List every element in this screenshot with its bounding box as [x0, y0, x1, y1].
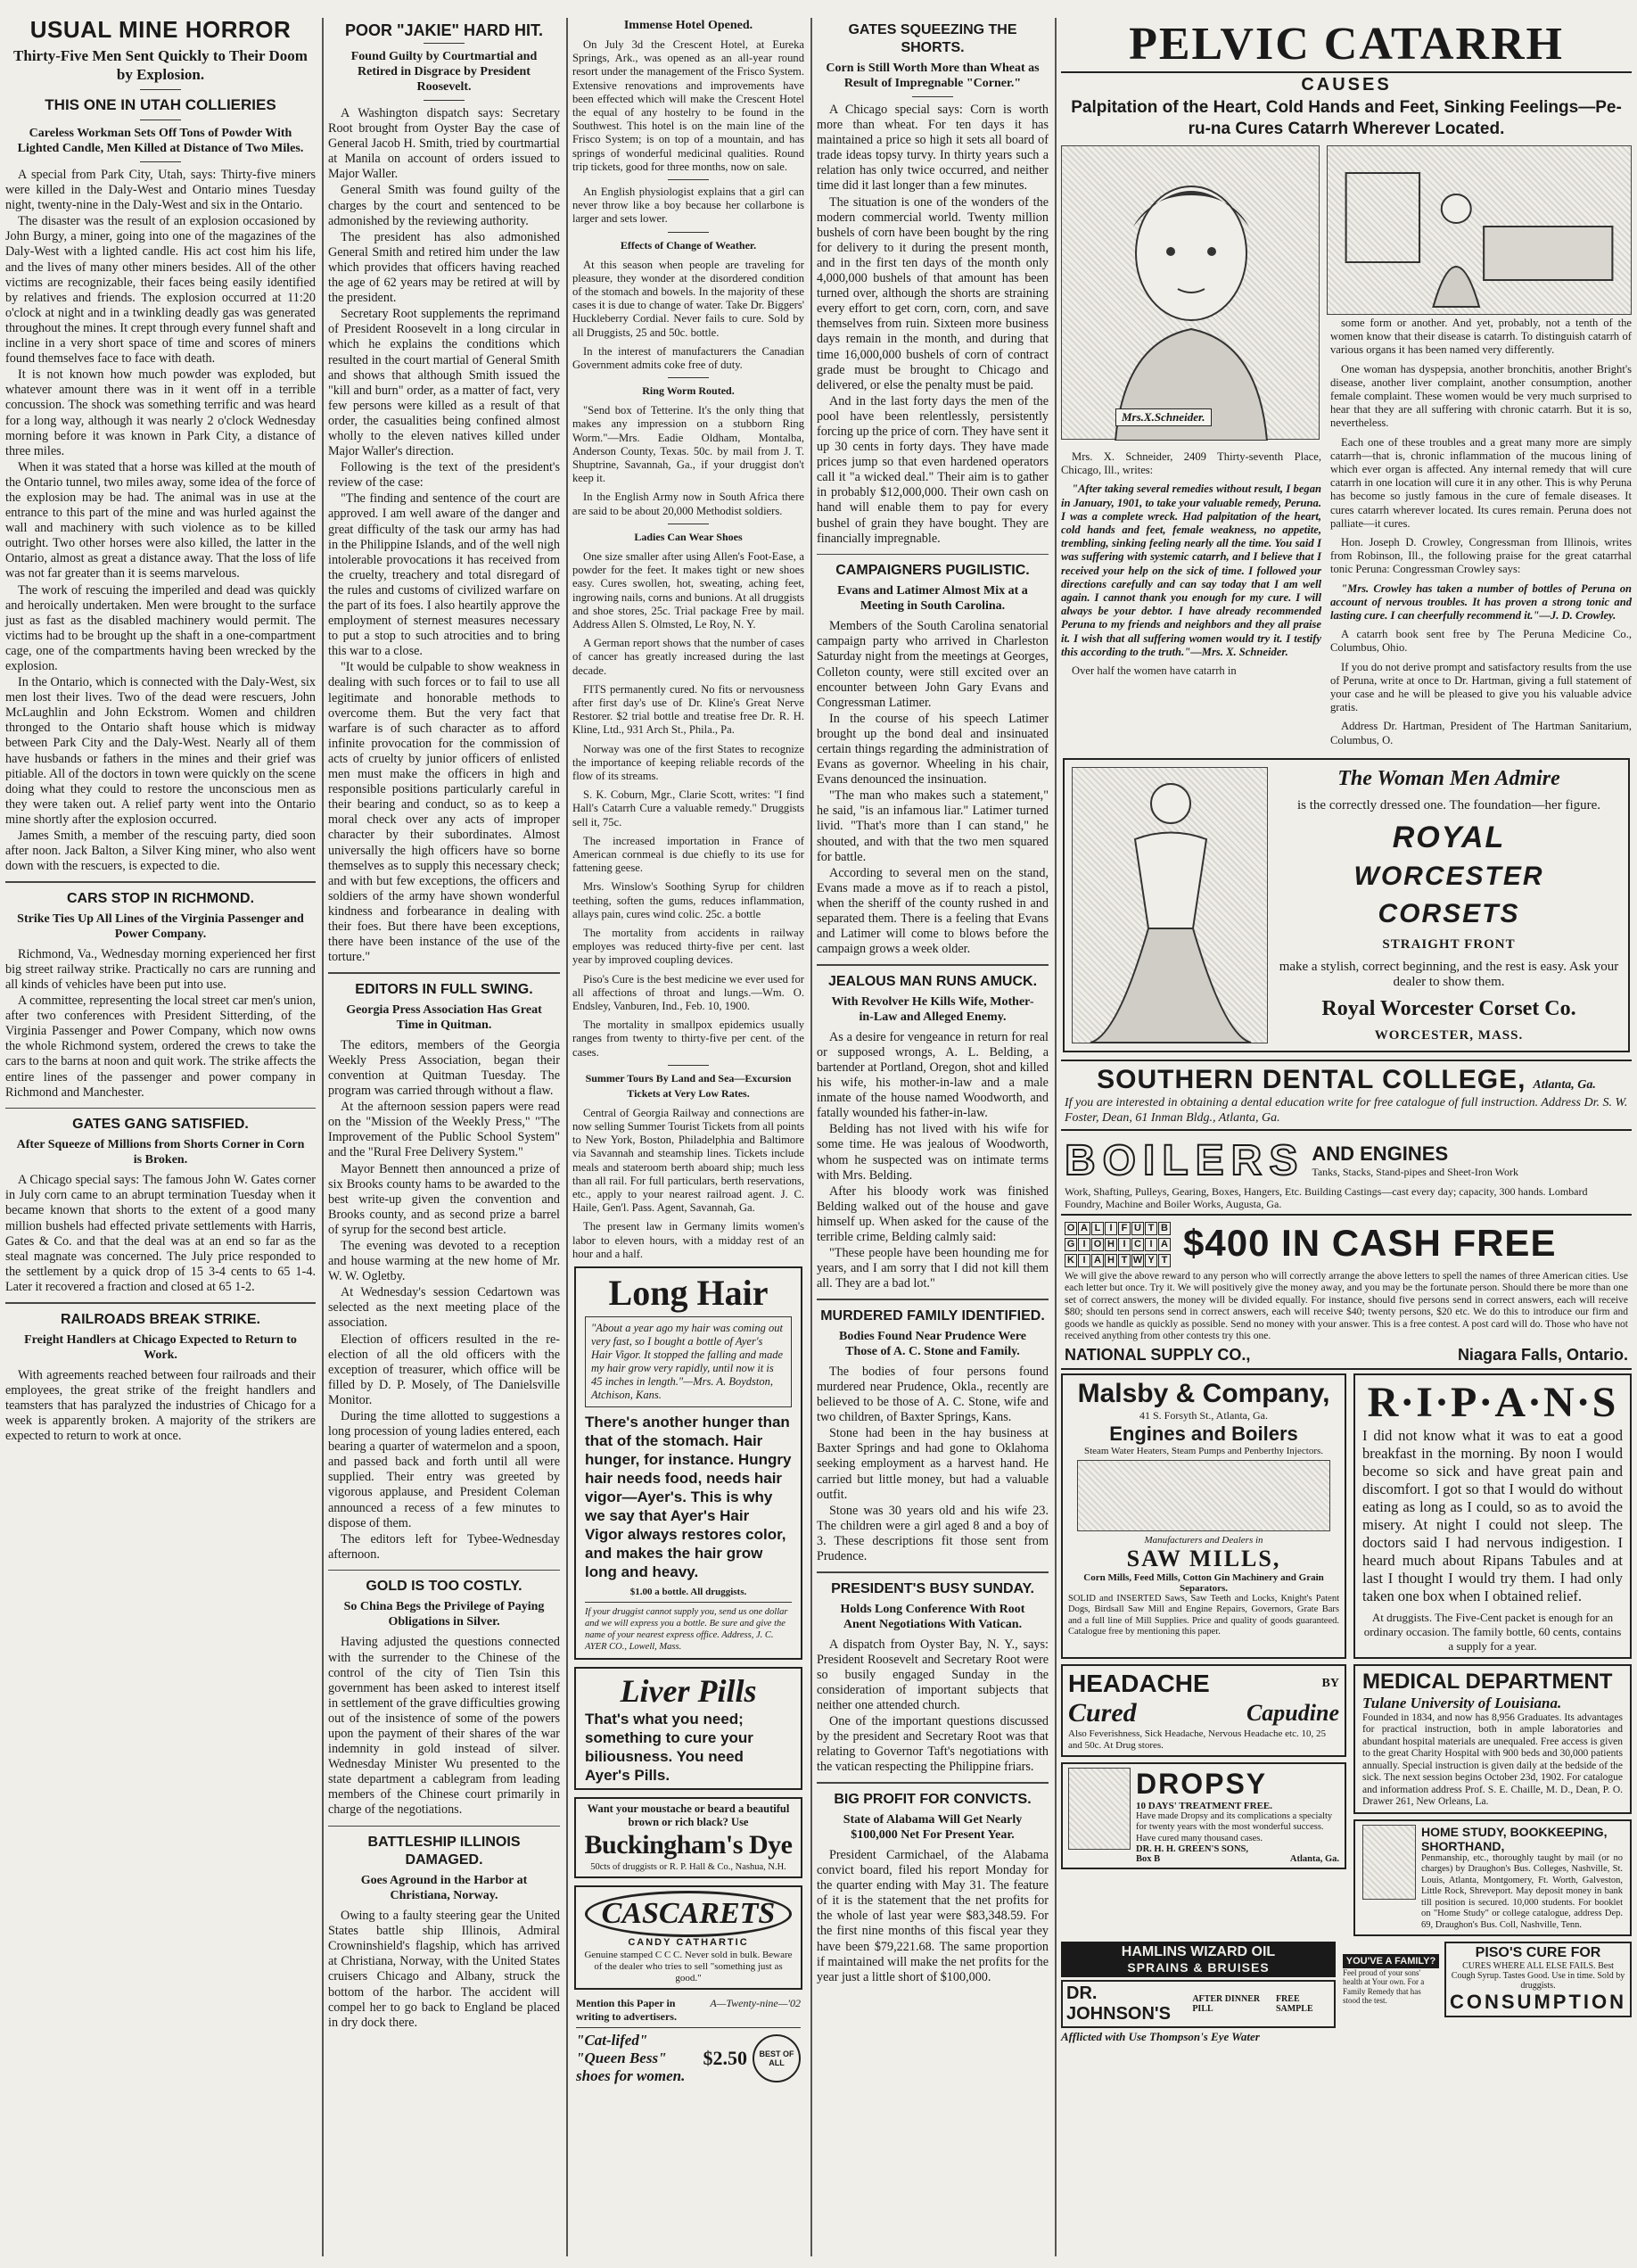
letter-row [1065, 1254, 1171, 1267]
ad-line: CURES WHERE ALL ELSE FAILS. Best Cough Syrup. Tastes Good. Use in time. Sold by druggists. [1451, 1961, 1625, 1992]
ad-right-text [1330, 317, 1632, 753]
paragraph: The editors left for Tybee-Wednesday afternoon. [328, 1531, 560, 1562]
paragraph: A Chicago special says: The famous John W. Gates corner in July corn came to an abrupt termination Tuesday when it became known that shorts to the extent of a good many million bushels had effected private settlements with Harris, Gates & Co. and that the deal was at an end so far as the steal magnate was concerned. The July price responded to the settlement by a quick drop of 15 3-4 cents to 65 1-4. Later it recovered a fraction and closed at 65 1-2. [5, 1173, 316, 1294]
ad-piso [1444, 1942, 1632, 2017]
deck: Evans and Latimer Almost Mix at a Meeting in South Carolina. [837, 584, 1028, 614]
ad-bottom: 50cts of druggists or R. P. Hall & Co., Nashua, N.H. [590, 1862, 786, 1873]
ad-home-study [1353, 1819, 1632, 1937]
ad-title: SOUTHERN DENTAL COLLEGE, [1097, 1064, 1526, 1094]
deck: State of Alabama Will Get Nearly $100,000 Net For Present Year. [843, 1812, 1023, 1842]
section-rule [817, 554, 1049, 556]
paragraph: The mortality in smallpox epidemics usually ranges from twenty to thirty-five per cent. of the cases. [572, 1019, 804, 1059]
divider [668, 377, 709, 378]
paragraph: When it was stated that a horse was killed at the mouth of the Ontario tunnel, two miles away, some idea of the force of the explosion may be had. The animal was in use at the entrance to this part of the mine and was hurled against the wall and machinery with such violence as to be killed outright. Two other horses were also killed, the latter in the Ontario, almost as great a distance away. That the loss of life was not far greater than it is seems marvelous. [5, 459, 316, 581]
ad-row-bottom [1061, 1942, 1632, 2044]
divider [668, 232, 709, 233]
paragraph: The work of rescuing the imperiled and dead was quickly and heroically undertaken. Men were brought to the surface just as fast as the disabled machinery would permit. The victims had to be brought up the shaft in a one-compartment cage, one of the compartments having been wrecked by the explosion. [5, 582, 316, 673]
column-2 [323, 18, 565, 2256]
letter-cell: A [1078, 1222, 1090, 1235]
section-rule [817, 1782, 1049, 1784]
letter-cell: G [1065, 1238, 1077, 1251]
ad-brand: CORSETS [1378, 899, 1520, 929]
cash-title-row [1065, 1219, 1628, 1267]
column-5-advertisements [1056, 18, 1637, 2256]
ad-title: HOME STUDY, BOOKKEEPING, SHORTHAND, [1421, 1824, 1608, 1853]
ad-right: Tanks, Stacks, Stand-pipes and Sheet-Iron Work [1312, 1166, 1518, 1179]
paragraph: It is not known how much powder was exploded, but whatever amount there was in it went off in a terrible concussion. The shock was something terrific and was heard for a long way, although it was nearly 2 o'clock Wednesday morning before it was known in Park City, a distance of three miles. [5, 367, 316, 458]
paragraph: Stone was 30 years old and his wife 23. The children were a girl aged 8 and a boy of 3. These descriptions fit those sent from Prudence. [817, 1503, 1049, 1563]
paragraph: In the Ontario, which is connected with the Daly-West, six men lost their lives. Two of the dead were rescuers, John McLaughlin and John Eckstrom. Women and children thronged to the Ontario shaft house which is midway between Park City and the Daly-West. Nearly all of them have husbands or fathers in the mines and their grief was pitiable. All of the doctors in town were quickly on the scene doing what they could to restore the unconscious men as they were taken out. A relief party went into the Ontario mine shortly after the explosion occurred. [5, 675, 316, 827]
deck: THIS ONE IN UTAH COLLIERIES [45, 96, 276, 113]
letter-cell: H [1105, 1238, 1117, 1251]
deck: Bodies Found Near Prudence Were Those of A. C. Stone and Family. [839, 1329, 1026, 1358]
ad-title: DROPSY [1136, 1767, 1268, 1800]
section-rule [5, 1302, 316, 1304]
paragraph: The increased importation in France of American cornmeal is due chiefly to its use for fattening geese. [572, 834, 804, 875]
paragraph: One size smaller after using Allen's Foot-Ease, a powder for the feet. It makes tight or new shoes easy. Cures swollen, hot, sweating, aching feet, ingrowing nails, corns and bunions. At all druggists and shoe stores, 25c. Trial package Free by mail. Address Allen S. Olmsted, Le Roy, N. Y. [572, 549, 804, 631]
scene-illustration-icon [1327, 145, 1632, 315]
ad-body: SOLID and INSERTED Saws, Saw Teeth and Locks, Knight's Patent Dogs, Birdsall Saw Mill and Engine Repairs, Governors, Grate Bars and a full line of Mill Supplies. Price and quality of goods guaranteed. Catalogue free by mentioning this paper. [1068, 1593, 1339, 1637]
ad-body: If you are interested in obtaining a dental education write for free catalogue of full instruction. Address Dr. S. W. Foster, Dean, 61 Inman Bldg., Atlanta, Ga. [1065, 1095, 1628, 1125]
ad-johnson [1061, 1980, 1336, 2028]
mention-text: Mention this Paper in writing to advertisers. [576, 1997, 677, 2024]
paragraph: As a desire for vengeance in return for real or supposed wrongs, A. L. Belding, a bartender at Portland, Oregon, shot and killed his wife, his mother-in-law and a male inmate of the house named Woodworth, and fatally wounded his father-in-law. [817, 1029, 1049, 1121]
ad-cash-free [1061, 1216, 1632, 1370]
paragraph: Belding has not lived with his wife for some time. He was jealous of Woodworth, whom he suspected was on intimate terms with Mrs. Belding. [817, 1122, 1049, 1183]
paragraph: General Smith was found guilty of the charges by the court and sentenced to be admonished by the reviewing authority. [328, 183, 560, 228]
headline-campaigners: CAMPAIGNERS PUGILISTIC. [835, 563, 1030, 579]
ad-body: Penmanship, etc., thoroughly taught by mail (or no charges) by Draughon's Bus. Colleges, Nashville, St. Louis, Atlanta, Montgomery, Ft. Worth, Galveston, Little Rock, Shreveport. May deposit money in bank till position is secured. 10,000 students. For booklet on "Home Study" or college catalogue, address Dep. 69, Draughon's Bus. Coll, Nashville, Tenn. [1421, 1852, 1623, 1930]
deck: Corn is Still Worth More than Wheat as Result of Impregnable "Corner." [826, 62, 1040, 90]
headline-gates-gang: GATES GANG SATISFIED. [72, 1117, 249, 1133]
section-rule [817, 964, 1049, 966]
section-rule [328, 972, 560, 974]
ad-corn: Corn Mills, Feed Mills, Cotton Gin Machinery and Grain Separators. [1083, 1571, 1324, 1594]
headache-title [1068, 1670, 1339, 1698]
column-3 [567, 18, 810, 2256]
ad-title: R·I·P·A·N·S [1367, 1378, 1618, 1426]
deck: Careless Workman Sets Off Tons of Powder With Lighted Candle, Men Killed at Distance of Two Miles. [17, 127, 304, 155]
dental-title-row [1065, 1065, 1628, 1095]
ad-title: PISO'S CURE FOR [1475, 1945, 1601, 1961]
letter-cell: L [1091, 1222, 1104, 1235]
deck: With Revolver He Kills Wife, Mother-in-Law and Alleged Enemy. [831, 994, 1034, 1024]
corset-figure-icon [1072, 767, 1268, 1043]
paragraph: A special from Park City, Utah, says: Thirty-five miners were killed in the Daly-West and Ontario mines Tuesday night, twenty-nine in the Daly-West and six in the Ontario. [5, 168, 316, 213]
section-rule [5, 881, 316, 883]
ad-paragraph: If you do not derive prompt and satisfactory results from the use of Peruna, write at once to Dr. Hartman, giving a full statement of your case and he will be pleased to give you his valuable advice gratis. [1330, 660, 1632, 714]
headline-gates-squeezing: GATES SQUEEZING THE SHORTS. [848, 22, 1017, 55]
ad-sub: CANDY CATHARTIC [628, 1937, 749, 1949]
item-heading: Effects of Change of Weather. [620, 238, 757, 252]
ad-title: HAMLINS WIZARD OIL [1121, 1944, 1276, 1960]
ad-title: CASCARETS [585, 1891, 793, 1937]
ad-note: FREE SAMPLE [1275, 1994, 1313, 2015]
headline-gold: GOLD IS TOO COSTLY. [366, 1579, 522, 1595]
ad-line: is the correctly dressed one. The foundation—her figure. [1296, 798, 1601, 813]
ad-liver-pills [574, 1667, 802, 1790]
deck: Goes Aground in the Harbor at Christiana, Norway. [360, 1874, 528, 1903]
ad-body: make a stylish, correct beginning, and the rest is easy. Ask your dealer to show them. [1279, 959, 1619, 989]
ad-tulane [1353, 1664, 1632, 1814]
paragraph: Piso's Cure is the best medicine we ever used for all affections of throat and lungs.—Wm. O. Endsley, Vanburen, Ind., Feb. 10, 1900. [572, 972, 804, 1012]
paragraph: Richmond, Va., Wednesday morning experienced her first big street railway strike. Practically no cars are running and all kinds of vehicles have been put into use. [5, 946, 316, 992]
paragraph: In the English Army now in South Africa there are said to be about 20,000 Methodist soldiers. [572, 491, 804, 517]
paragraph: James Smith, a member of the rescuing party, died soon after noon. Jack Balton, a Silver King miner, who also went down with the rescuers, is expected to die. [5, 829, 316, 874]
deck: After Squeeze of Millions from Shorts Corner in Corn is Broken. [16, 1138, 305, 1167]
column-1 [0, 18, 321, 2256]
ad-queen-bess-shoes [576, 2027, 801, 2085]
divider [140, 89, 181, 90]
ad-note: Genuine stamped C C C. Never sold in bulk. Beware of the dealer who tries to sell "something just as good." [584, 1950, 793, 1984]
ad-by: BY [1321, 1676, 1339, 1690]
ad-price: $2.50 [703, 2047, 747, 2070]
ad-row-malsby-ripans [1061, 1373, 1632, 1659]
paragraph: Central of Georgia Railway and connections are now selling Summer Tourist Tickets from all points to New York, Boston, Philadelphia and Baltimore via Savannah and steamship lines. Tickets include meals and stateroom berth aboard ship; much less than all rail. For full particulars, berth reservations, etc., apply to your nearest railroad agent. J. C. Haile, Gen'l. Pass. Agent, Savannah, Ga. [572, 1106, 804, 1215]
deck: Found Guilty by Courtmartial and Retired in Disgrace by President Roosevelt. [350, 50, 538, 94]
dropsy-footer2 [1136, 1854, 1339, 1864]
headline-editors: EDITORS IN FULL SWING. [355, 981, 533, 997]
paragraph: The evening was devoted to a reception and house warming at the new home of Mr. W. W. Ogletby. [328, 1238, 560, 1284]
ad-brand: WORCESTER [1353, 862, 1544, 892]
ad-sub: STRAIGHT FRONT [1382, 936, 1516, 952]
ad-headline: The Woman Men Admire [1337, 766, 1560, 790]
bedroom-scene-icon [1328, 146, 1631, 316]
ad-body: We will give the above reward to any person who will correctly arrange the above letters to spell the names of three American cities. Use each letter but once. Try it. We will positively give the money away, and you may be the fortunate person. Should there be more than one set of correct answers, the money will be divided equally. For instance, should five persons send in correct answers, each will receive $80; should ten persons send in correct answers, each will receive $40; twenty persons, $20 etc. We do this to introduce our firm and goods we handle as quickly as possible. Send no money with your answer. This is a free contest. A post card will do. Those who have not received anything from other contests try this one. [1065, 1270, 1628, 1342]
paragraph: Election of officers resulted in the re-election of all the old officers with the exception of treasurer, which office will be filled by D. P. Mosely, of The Danielsville Monitor. [328, 1332, 560, 1407]
ad-quote: "About a year ago my hair was coming out very fast, so I bought a bottle of Ayer's Hair Vigor. It stopped the falling and made my hair grow very rapidly, until now it is 45 inches in length."—Mrs. A. Boydston, Atchison, Kans. [585, 1316, 792, 1407]
paragraph: The editors, members of the Georgia Weekly Press Association, began their convention at Quitman Tuesday. The program was carried through without a flaw. [328, 1037, 560, 1099]
ad-causes: CAUSES [1301, 75, 1392, 95]
paragraph: "Send box of Tetterine. It's the only thing that makes any impression on a stubborn Ring Worm."—Mrs. Eadie Oldham, Montalba, Anderson County, Texas. 50c. by mail from J. T. Shuptrine, Savannah, Ga., if your druggist don't keep it. [572, 404, 804, 485]
ad-royal-worcester-corsets [1063, 758, 1630, 1052]
ad-piso-row [1343, 1942, 1632, 2017]
section-rule [328, 1570, 560, 1571]
ad-paragraph: Over half the women have catarrh in [1072, 664, 1237, 678]
ad-title: Long Hair [608, 1273, 769, 1314]
ad-bottom-left [1061, 1942, 1336, 2044]
letter-cell: O [1091, 1238, 1104, 1251]
paragraph: One of the important questions discussed by the president and Secretary Root was that relating to Governor Taft's negotiations with the vatican respecting the Philippine friars. [817, 1714, 1049, 1775]
paragraph: The present law in Germany limits women's labor to eleven hours, with a midday rest of an hour and a half. [572, 1220, 804, 1260]
ad-title: HEADACHE [1068, 1669, 1210, 1697]
ad-title: DR. JOHNSON'S [1066, 1983, 1172, 2025]
ad-body: Also Feverishness, Sick Headache, Nervous Headache etc. 10, 25 and 50c. At Drug stores. [1068, 1728, 1326, 1751]
paragraph: With agreements reached between four railroads and their employees, the great strike of the freight handlers and teamsters that has paralyzed the industries of Chicago for a week is apparently broken. A majority of the strikers are expected to return to work at once. [5, 1367, 316, 1443]
paragraph: An English physiologist explains that a girl can never throw like a boy because her collarbone is larger and sets lower. [572, 186, 804, 226]
paragraph: Having adjusted the questions connected with the surrender to the Chinese of the control of the city of Tien Tsin this government has been asked to interest itself in settlement of the grave difficulties growing out of the insistence of some of the powers upon the payment of their shares of the war indemnity in gold instead of silver. Wednesday Minister Wu presented to the state department a cablegram from leading members of the Chinese court primarily in charge of the negotiations. [328, 1635, 560, 1818]
ad-price: $1.00 a bottle. All druggists. [629, 1587, 747, 1598]
paragraph: Stone had been in the hay business at Baxter Springs and had gone to Oklahoma seeking employment as a harvest hand. He carried but little money, but had a valuable outfit. [817, 1426, 1049, 1502]
divider [668, 179, 709, 180]
ad-testimonial: "After taking several remedies without result, I began in January, 1901, to take your valuable remedy, Peruna. I was a complete wreck. Had palpitation of the heart, cold hands and feet, female weakness, no appetite, trembling, sinking feeling nearly all the time. You said I was suffering with systemic catarrh, and I believe that I received your help on the sick of time. I followed your directions carefully and can say today that I am well again. I cannot thank you enough for my cure. I will always be your debtor. I have already recommended Peruna to my friends and neighbors and they all praise it. I wish that all suffering women would try it. I testify this according to the truth."—Mrs. X. Schneider. [1061, 482, 1321, 658]
headline-railroads: RAILROADS BREAK STRIKE. [60, 1311, 260, 1327]
mention-line [576, 1997, 801, 2024]
headline-battleship: BATTLESHIP ILLINOIS DAMAGED. [367, 1835, 521, 1868]
ad-loc: Atlanta, Ga. [1533, 1077, 1596, 1092]
column-4 [811, 18, 1054, 2256]
ad-headache [1061, 1664, 1346, 1757]
item-heading: Summer Tours By Land and Sea—Excursion Tickets at Very Low Rates. [585, 1071, 792, 1100]
ad-body: Feel proud of your sons' health at Your own. For a Family Remedy that has stood the test. [1343, 1967, 1425, 2006]
ad-buckinghams-dye [574, 1797, 802, 1878]
item-heading: Ring Worm Routed. [642, 384, 735, 398]
ad-left-stack [1061, 1664, 1346, 1937]
deck: So China Begs the Privilege of Paying Obligations in Silver. [343, 1600, 545, 1629]
paragraph: "The man who makes such a statement," he said, "is an infamous liar." Latimer turned livid. "That's more than I can stand," he shouted, and with that the two men squared for battle. [817, 788, 1049, 864]
ad-title: $400 IN CASH FREE [1183, 1221, 1557, 1264]
ad-sub: SPRAINS & BRUISES [1127, 1960, 1270, 1975]
ad-paragraph: Each one of these troubles and a great many more are simply catarrh—that is, chronic inflammation of the mucous lining of which ever organ is affected. Any internal remedy that will cure catarrh in one location will cure it in any other. This is why Peruna has become so justly famous in the cure of female diseases. It cures catarrh wherever located. Its cures remain. Peruna does not palliate—it cures. [1330, 435, 1632, 530]
letter-puzzle [1065, 1219, 1171, 1267]
ad-cured: Cured [1068, 1697, 1137, 1728]
headline-murdered-family: MURDERED FAMILY IDENTIFIED. [820, 1307, 1045, 1324]
ad-southern-dental [1061, 1060, 1632, 1131]
deck: Freight Handlers at Chicago Expected to Return to Work. [24, 1332, 297, 1362]
mention-code: A—Twenty-nine—'02 [710, 1997, 801, 2010]
headline-jakie: POOR "JAKIE" HARD HIT. [344, 21, 544, 39]
ad-body: Have made Dropsy and its complications a specialty for twenty years with the most wonderful success. Have cured many thousand cases. [1136, 1810, 1333, 1843]
ad-city: Atlanta, Ga. [1289, 1854, 1339, 1865]
ad-title: Liver Pills [620, 1673, 757, 1710]
ad-sub: Tulane University of Louisiana. [1362, 1694, 1562, 1711]
ad-cascarets [574, 1885, 802, 1990]
paragraph: Secretary Root supplements the reprimand of President Roosevelt in a long circular in which he explains the conditions which resulted in the court martial of General Smith and shows that although Smith issued the "kill and burn" order, as a matter of fact, very few persons were killed as a result of that order, the casualities being confined almost wholly to the eleven natives killed under Major Waller's direction. [328, 307, 560, 459]
letter-cell: H [1105, 1254, 1117, 1267]
paragraph: The president has also admonished General Smith and retired him under the law which provides that officers having reached the age of 62 years may be retired at will by the president. [328, 229, 560, 306]
letter-cell: T [1145, 1222, 1157, 1235]
ad-pelvic-catarrh [1061, 18, 1632, 753]
divider [424, 100, 465, 101]
ad-company: Royal Worcester Corset Co. [1321, 996, 1576, 1020]
letter-cell: C [1131, 1238, 1144, 1251]
deck: Holds Long Conference With Root Anent Negotiations With Vatican. [840, 1602, 1025, 1631]
paragraph: The disaster was the result of an explosion occasioned by John Burgy, a miner, going into one of the magazines of the Daly-West with a lighted candle. His act cost him his life, and the lives of many other miners besides. All of the other victims are recognizable, their faces being easily identified by relatives and friends. The explosion occurred at 11:20 o'clock at night and in a twinkling deadly gas was generated throughout the mines. It crept through every funnel shaft and incline in a very short space of time and scores of miners found themselves face to face with death. [5, 214, 316, 367]
ad-title: Buckingham's Dye [584, 1830, 793, 1860]
paragraph: And in the last forty days the men of the pool have been relentlessly, persistently forcing up the price of corn. They have sent it up 30 cents in forty days. They have made prices jump so that even hardened operators call it "a wicked deal." Their aim is to gather in probably $12,000,000. Their own cash on hand will enable them to pay for every bushel of grain they have bought. They are financially impregnable. [817, 393, 1049, 546]
dropsy-footer [1136, 1844, 1339, 1854]
ad-body: Founded in 1834, and now has 8,956 Graduates. Its advantages for practical instruction, both in ample laboratories and abundant hospital materials are unequaled. Free access is given to the great Charity Hospital with 900 beds and 30,000 patients annually. Special instruction is given daily at the bedside of the sick. The next session begins October 23d, 1902. For catalogue and information address Prof. S. E. Chaille, M. D., Dean, P. O. Drawer 261, New Orleans, La. [1362, 1711, 1623, 1808]
portrait-illustration-icon [1061, 145, 1320, 440]
boilers-title-row [1065, 1136, 1628, 1185]
ad-paragraph: Mrs. X. Schneider, 2409 Thirty-seventh Place, Chicago, Ill., writes: [1061, 450, 1321, 477]
paragraph: S. K. Coburn, Mgr., Clarie Scott, writes: "I find Hall's Catarrh Cure a valuable remedy." Druggists sell it, 75c. [572, 788, 804, 829]
ad-name: DR. H. H. GREEN'S SONS, [1136, 1844, 1249, 1855]
paragraph: During the time allotted to suggestions a long procession of young ladies entered, each bearing a quarter of watermelon and a spoon, and passed back and forth until all were supplied. Their entry was greeted by vigorous applause, and President Coleman announced a recess of a few minutes to dispose of them. [328, 1409, 560, 1530]
ad-bottom-right [1343, 1942, 1632, 2044]
ad-brand: ROYAL [1392, 821, 1506, 855]
paragraph: A Chicago special says: Corn is worth more than wheat. For ten days it has maintained a price so high it sets all board of trade ideas topsy turvy. In thirty years such a relation has only twice occurred, and neither time did it last longer than a few minutes. [817, 103, 1049, 194]
letter-cell: I [1105, 1222, 1117, 1235]
paragraph: A Washington dispatch says: Secretary Root brought from Oyster Bay the case of General Jacob H. Smith, tried by courtmartial at Manila on account of orders issued to Major Waller. [328, 106, 560, 182]
paragraph: Owing to a faulty steering gear the United States battle ship Illinois, Admiral Crowninshield's flagship, which has arrived at Christiana, Norway, with the United States cruisers Chicago and Albany, struck the bottom of the harbor. The accident will compel her to go back to England be placed in dry dock there. [328, 1909, 560, 2030]
headline-jealous-man: JEALOUS MAN RUNS AMUCK. [827, 973, 1038, 989]
woman-in-corset-icon [1073, 768, 1269, 1044]
section-rule [328, 1826, 560, 1827]
paragraph: Members of the South Carolina senatorial campaign party who arrived in Charleston Saturday night from the meetings at Georges, Colleton county, were still excited over an encounter between John Gary Evans and Congressman Latimer. [817, 619, 1049, 710]
paragraph: "The finding and sentence of the court are approved. I am well aware of the danger and great difficulty of the task our army has had in the Philippine Islands, and of the well nigh intolerable provocations it has received from the cruelty, treachery and total disregard of the rules and customs of civilized warfare on the part of its foes. I also heartily approve the employment of sternest measures necessary to put a stop to such atrocities and to bring this war to a close. [328, 491, 560, 659]
ad-banner: Palpitation of the Heart, Cold Hands and Feet, Sinking Feelings—Pe-ru-na Cures Catarrh Wherever Located. [1071, 98, 1622, 138]
deck: Thirty-Five Men Sent Quickly to Their Doom by Explosion. [13, 47, 308, 83]
ad-big: CONSUMPTION [1450, 1991, 1626, 2014]
paragraph: In the course of his speech Latimer brought up the bond deal and insinuated certain things regarding the administration of Evans as governor. Wheeling in his chair, Evans denounced the insinuation. [817, 711, 1049, 788]
ad-and: AND ENGINES [1312, 1142, 1449, 1166]
headline-presidents-sunday: PRESIDENT'S BUSY SUNDAY. [831, 1580, 1034, 1596]
letter-cell: K [1065, 1254, 1077, 1267]
paragraph: "These people have been hounding me for years, and I am sorry that I did not kill them all. They are a bad lot." [817, 1246, 1049, 1291]
paragraph: A German report shows that the number of cases of cancer has greatly increased during the last decade. [572, 637, 804, 677]
ad-long-hair [574, 1266, 802, 1660]
item-heading: Ladies Can Wear Shoes [634, 530, 743, 543]
letter-cell: F [1118, 1222, 1131, 1235]
cash-footer [1065, 1346, 1628, 1365]
ad-box: Box B [1136, 1854, 1161, 1865]
ad-paragraph: "Mrs. Crowley has taken a number of bottles of Peruna on account of nervous troubles. It has proven a strong tonic and lasting cure. I can cheerfully recommend it."—J. D. Crowley. [1330, 581, 1632, 623]
deck: Georgia Press Association Has Great Time in Quitman. [346, 1002, 542, 1032]
ad-body: Work, Shafting, Pulleys, Gearing, Boxes, Hangers, Etc. Building Castings—cast every day; capacity, 300 hands. Lombard Foundry, Machine and Boiler Works, Augusta, Ga. [1065, 1184, 1588, 1210]
paragraph: The situation is one of the wonders of the modern commercial world. Twenty million bushels of corn have been bought by the ring for delivery to it during the present month, and in the first ten days of the month only 4,000,000 bushels of that amount has been turned over, although the shorts are straining every effort to get corn, corn, corn, and save themselves from ruin. Sixteen more business days remain in the month, and during that time 16,000,000 bushels of corn of contract grade must be brought to Chicago and delivered, or else the penalty must be paid. [817, 194, 1049, 392]
letter-cell: I [1145, 1238, 1157, 1251]
ad-malsby [1061, 1373, 1346, 1659]
headline-big-profit: BIG PROFIT FOR CONVICTS. [834, 1791, 1032, 1807]
ad-afflicted: Afflicted with Use Thompson's Eye Water [1061, 2030, 1260, 2044]
ad-sub: AFTER DINNER PILL [1192, 1994, 1261, 2015]
corset-text [1277, 767, 1621, 1043]
divider [424, 43, 465, 44]
ad-body: There's another hunger than that of the stomach. Hair hunger, for instance. Hungry hair needs food, needs hair vigor—Ayer's. This is why we say that Ayer's Hair Vigor always restores color, and makes the hair grow long and heavy. [585, 1414, 792, 1581]
ad-boilers [1061, 1134, 1632, 1216]
letter-cell: T [1158, 1254, 1171, 1267]
paragraph: "It would be culpable to show weakness in dealing with such forces or to fail to use all legitimate and honorable methods to overcome them. But the very fact that warfare is of such character as to afford infinite provocation for the commission of acts of cruelty by junior officers of enlisted men must make the officers in high and responsible positions particularly careful in their bearing and conduct, so as to keep a moral check over any acts of improper character by their subordinates. Almost universally the high officers have so borne themselves as to supply this necessary check; and with but few exceptions, the officers and soldiers of the army have shown wonderful kindness and forbearance in dealing with their foes. But there have been exceptions, there have been instance of the use of the torture." [328, 660, 560, 965]
headline-mine-horror: USUAL MINE HORROR [29, 18, 292, 43]
paragraph: Mayor Bennett then announced a prize of six Brooks county hams to be awarded to the best write-up given the convention and Brooks county, and as second prize a barrel of syrup for the second best article. [328, 1161, 560, 1237]
letter-cell: U [1131, 1222, 1144, 1235]
letter-cell: A [1091, 1254, 1104, 1267]
ad-row-headache-tulane [1061, 1664, 1632, 1937]
ad-dropsy [1061, 1762, 1346, 1870]
shoe-badge-icon: BEST OF ALL [753, 2034, 801, 2082]
divider [668, 1065, 709, 1066]
ad-title: MEDICAL DEPARTMENT [1362, 1669, 1613, 1694]
doctor-portrait-icon [1068, 1768, 1131, 1850]
divider [912, 96, 953, 97]
ad-ripans [1353, 1373, 1632, 1659]
paragraph: A dispatch from Oyster Bay, N. Y., says: President Roosevelt and Secretary Root were so busily engaged Sunday in the consideration of important subjects that neither one attended church. [817, 1637, 1049, 1712]
letter-row [1065, 1238, 1171, 1251]
ad-sub: 10 DAYS' TREATMENT FREE. [1136, 1800, 1273, 1811]
ad-company: NATIONAL SUPPLY CO., [1065, 1345, 1251, 1364]
paragraph: Mrs. Winslow's Soothing Syrup for children teething, soften the gums, reduces inflammation, allays pain, cures wind colic. 25c. a bottle [572, 880, 804, 920]
ad-title: Malsby & Company, [1077, 1378, 1330, 1408]
portrait-caption: Mrs.X.Schneider. [1115, 408, 1212, 426]
headache-title2 [1068, 1698, 1339, 1728]
ad-city: WORCESTER, MASS. [1374, 1027, 1524, 1043]
ad-right-stack [1353, 1664, 1632, 1937]
ad-steam: Steam Water Heaters, Steam Pumps and Penberthy Injectors. [1083, 1445, 1324, 1456]
ad-hamlins [1061, 1942, 1336, 1977]
ad-paragraph: One woman has dyspepsia, another bronchitis, another Bright's disease, another liver complaint, another consumption, another female complaint. These women would be very much surprised to hear that they are all suffering with chronic catarrh. But it is so, nevertheless. [1330, 362, 1632, 430]
ad-paragraph: A catarrh book sent free by The Peruna Medicine Co., Columbus, Ohio. [1330, 628, 1632, 655]
paragraph: FITS permanently cured. No fits or nervousness after first day's use of Dr. Kline's Great Nerve Restorer. $2 trial bottle and treatise free Dr. R. H. Kline, Ltd., 931 Arch St., Phila., Pa. [572, 682, 804, 737]
school-emblem-icon [1362, 1825, 1416, 1900]
section-rule [817, 1571, 1049, 1573]
ad-title: PELVIC CATARRH [1061, 18, 1632, 73]
paragraph: Following is the text of the president's review of the case: [328, 460, 560, 491]
deck: Strike Ties Up All Lines of the Virginia Passenger and Power Company. [17, 911, 304, 941]
divider [140, 161, 181, 162]
ad-foot: At druggists. The Five-Cent packet is enough for an ordinary occasion. The family bottle, 60 cents, contains a supply for a year. [1363, 1610, 1622, 1653]
letter-cell: I [1118, 1238, 1131, 1251]
item-heading: Immense Hotel Opened. [623, 19, 753, 32]
ad-family [1343, 1954, 1439, 2006]
ad-saw: SAW MILLS, [1126, 1545, 1281, 1571]
ad-brand: Capudine [1246, 1699, 1339, 1726]
ad-engines: Engines and Boilers [1109, 1422, 1298, 1445]
letter-cell: A [1158, 1238, 1171, 1251]
letter-cell: W [1132, 1254, 1143, 1266]
letter-cell: T [1118, 1254, 1131, 1267]
paragraph: In the interest of manufacturers the Canadian Government admits coke free of duty. [572, 344, 804, 372]
ad-fineprint: If your druggist cannot supply you, send us one dollar and we will express you a bottle. Be sure and give the name of your nearest express office. Address, J. C. AYER CO., Lowell, Mass. [585, 1602, 792, 1653]
letter-cell: I [1078, 1238, 1090, 1251]
ad-body: That's what you need; something to cure your biliousness. You need Ayer's Pills. [585, 1711, 753, 1785]
ad-paragraph: Address Dr. Hartman, President of The Hartman Sanitarium, Columbus, O. [1330, 720, 1632, 746]
ad-text: "Cat-lifed" "Queen Bess" shoes for women. [576, 2032, 686, 2085]
paragraph: At this season when people are traveling for pleasure, they wonder at the disordered condition of the stomach and bowels. In the majority of these cases it is due to change of water. Take Dr. Biggers' Huckleberry Cordial. Never fails to cure. Sold by all Druggists, 25 and 50c. bottle. [572, 258, 804, 339]
ad-addr: 41 S. Forsyth St., Atlanta, Ga. [1139, 1408, 1268, 1422]
paragraph: A committee, representing the local street car men's union, after two conferences with President Sitterding, of the Virginia Passenger and Power Company, which now owns the whole Richmond system, ordered the crews to take the cars to the barns at noon and quit work. The strike affects the entire lines of the passenger and power company in Richmond and Manchester. [5, 994, 316, 1100]
letter-cell: Y [1145, 1254, 1157, 1267]
sawmill-illustration-icon [1077, 1460, 1330, 1531]
paragraph: President Carmichael, of the Alabama convict board, filed his report Monday for the quarter ending with May 31. The feature of it is the statement that the net profits for the whole of last year were $83,348.59. For the first nine months of this fiscal year they have been $79,221.68. The same proportion if maintained will make the net profits for the year just a little short of $100,000. [817, 1847, 1049, 1984]
section-rule [817, 1299, 1049, 1300]
paragraph: At the afternoon session papers were read on the "Mission of the Weekly Press," "The Improvement of the Public School System" and the "Rural Free Delivery System." [328, 1100, 560, 1160]
portrait-icon [1062, 146, 1320, 441]
section-rule [5, 1108, 316, 1109]
paragraph: After his bloody work was finished Belding walked out of the house and gave himself up. When asked for the cause of the terrible crime, Belding calmly said: [817, 1183, 1049, 1244]
ad-title: YOU'VE A FAMILY? [1343, 1954, 1439, 1968]
ad-title: BOILERS [1065, 1136, 1305, 1184]
letter-cell: I [1078, 1254, 1090, 1267]
ad-mfr: Manufacturers and Dealers in [1144, 1534, 1263, 1546]
paragraph: On July 3d the Crescent Hotel, at Eureka Springs, Ark., was opened as an all-year round resort under the management of the Frisco System. Extensive renovations and improvements have been effected which will make the Crescent Hotel the equal of any hostelry to be found in the Southwest. This hotel is on the main line of the Frisco System; is on top of a mountain, and has springs of wonderful medicinal qualities. Round trip tickets, good for three months, now on sale. [572, 38, 804, 173]
letter-row [1065, 1222, 1171, 1235]
paragraph: The bodies of four persons found murdered near Prudence, Okla., recently are believed to be those of A. C. Stone, wife and two children, of Baxter Springs, Kans. [817, 1364, 1049, 1425]
ad-paragraph: some form or another. And yet, probably, not a tenth of the women know that their disease is catarrh. To distinguish catarrh of various organs it has been named very differently. [1330, 317, 1632, 357]
letter-cell: O [1065, 1222, 1077, 1235]
ad-top: Want your moustache or beard a beautiful brown or rich black? Use [587, 1802, 790, 1829]
paragraph: According to several men on the stand, Evans made a move as if to reach a pistol, when the sheriff of the county rushed in and separated them. There is a feeling that Evans and Latimer will come to blows before the campaign grows a week older. [817, 865, 1049, 957]
paragraph: The mortality from accidents in railway employes was reduced thirty-five per cent. last year by improved coupling devices. [572, 926, 804, 967]
ad-city: Niagara Falls, Ontario. [1457, 1345, 1628, 1364]
paragraph: At Wednesday's session Cedartown was selected as the next meeting place of the association. [328, 1285, 560, 1331]
headline-cars-stop: CARS STOP IN RICHMOND. [66, 890, 255, 906]
paragraph: Norway was one of the first States to recognize the importance of keeping reliable records of the flow of its streams. [572, 742, 804, 782]
ad-paragraph: Hon. Joseph D. Crowley, Congressman from Illinois, writes from Robinson, Ill., the following praise for the great catarrhal tonic Peruna: Congressman Crowley says: [1330, 536, 1632, 576]
letter-cell: B [1158, 1222, 1171, 1235]
ad-body: I did not know what it was to eat a good breakfast in the morning. By noon I would become so sick and have great pain and discomfort. I got so that I would do without eating as long as I could, so as to avoid the misery. At night I could not sleep. The doctors said I had nervous indigestion. I heard much about Ripans Tabules and at last I thought I would try them. I had only taken one box when I obtained relief. [1362, 1426, 1623, 1604]
